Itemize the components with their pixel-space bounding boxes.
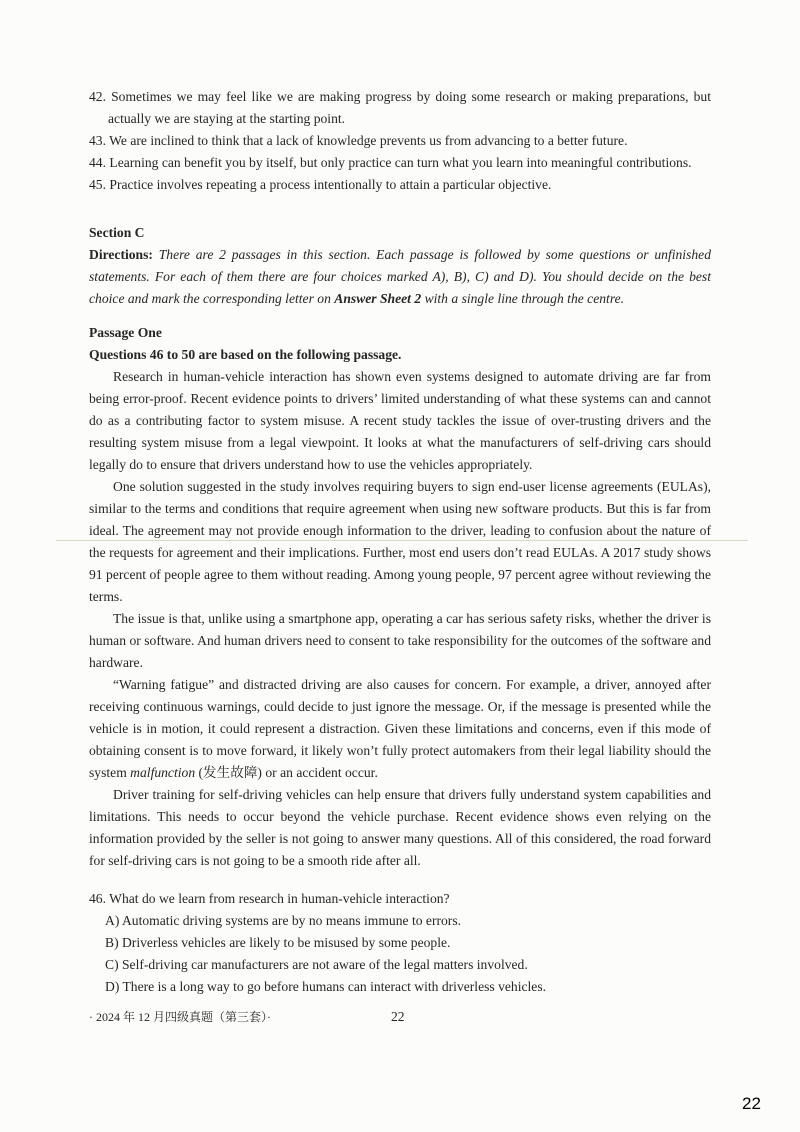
directions-text: There are 2 passages in this section. Each passage is followed by some questions or unfinished statements. For each of them there are four choices marked A), B), C) and D). You should decide on the best choice and mark the corresponding letter on [89,247,711,306]
statement-44 [89,152,711,174]
statement-number: 45. [89,177,106,192]
passage-paragraph: Research in human-vehicle interaction has shown even systems designed to automate driving are far from being error-proof. Recent evidence points to drivers’ limited understanding of what these systems can and cannot do as a contributing factor to system misuse. A recent study tackles the issue of over-trusting drivers and the resulting system misuse from a legal viewpoint. It looks at what the manufacturers of self-driving cars should legally do to ensure that drivers understand how to use the vehicles appropriately. [89,369,711,472]
exam-label: · 2024 年 12 月四级真题（第三套）· [89,1010,271,1024]
passage-paragraph [89,674,711,784]
answer-option-b: B) Driverless vehicles are likely to be misused by some people. [105,935,451,950]
answer-option-a: A) Automatic driving systems are by no means immune to errors. [105,913,462,928]
statement-45 [89,174,711,196]
answer-option-c: C) Self-driving car manufacturers are not aware of the legal matters involved. [105,957,528,972]
paragraph-text-end: or an accident occur. [265,765,378,780]
passage-title: Passage One [89,325,162,340]
directions-text-end: with a single line through the centre. [424,291,625,306]
statement-text: Learning can benefit you by itself, but only practice can turn what you learn into meaningful contributions. [109,155,692,170]
statement-number: 43. [89,133,106,148]
glossed-term: malfunction [130,765,196,780]
answer-sheet-label: Answer Sheet 2 [334,291,422,306]
section-directions [89,244,711,310]
question-stem: 46. What do we learn from research in human-vehicle interaction? [89,891,450,906]
passage-paragraph: Driver training for self-driving vehicles can help ensure that drivers fully understand system capabilities and limitations. This needs to occur beyond the vehicle purchase. Recent evidence shows even relying on the information provided by the seller is not going to answer many questions. All of this considered, the road forward for self-driving cars is not going to be a smooth ride after all. [89,787,711,868]
statement-text: We are inclined to think that a lack of knowledge prevents us from advancing to a better future. [109,133,628,148]
statement-number: 44. [89,155,106,170]
question-range: Questions 46 to 50 are based on the following passage. [89,347,402,362]
answer-option-d: D) There is a long way to go before humans can interact with driverless vehicles. [105,979,547,994]
statement-text: Practice involves repeating a process intentionally to attain a particular objective. [109,177,552,192]
passage-paragraph: One solution suggested in the study involves requiring buyers to sign end-user license agreements (EULAs), similar to the terms and conditions that require agreement when using new software products. But this is far from ideal. The agreement may not provide enough information to the driver, leading to confusion about the nature of the requests for agreement and their implications. Further, most end users don’t read EULAs. A 2017 study shows 91 percent of people agree to them without reading. Among young people, 97 percent agree without reviewing the terms. [89,479,711,604]
statement-42 [89,86,711,130]
statement-43 [89,130,711,152]
printed-page-number: 22 [391,1009,405,1024]
section-title: Section C [89,225,145,240]
statement-number: 42. [89,89,106,104]
passage-paragraph: The issue is that, unlike using a smartphone app, operating a car has serious safety risks, whether the driver is human or software. And human drivers need to consent to take responsibility for the outcomes of the software and hardware. [89,611,711,670]
chinese-gloss: (发生故障) [198,765,262,780]
directions-label: Directions: [89,247,153,262]
page-content [89,86,711,998]
paragraph-text: “Warning fatigue” and distracted driving are also causes for concern. For example, a driver, annoyed after receiving continuous warnings, could decide to just ignore the message. Or, if the message is presented while the vehicle is in motion, it could represent a distraction. Given these limitations and concerns, even if this mode of obtaining consent is to move forward, it likely won’t fully protect automakers from their legal liability should the system [89,677,711,780]
statement-text: Sometimes we may feel like we are making progress by doing some research or making preparations, but actually we are staying at the starting point. [108,89,711,126]
page-number: 22 [742,1094,761,1113]
